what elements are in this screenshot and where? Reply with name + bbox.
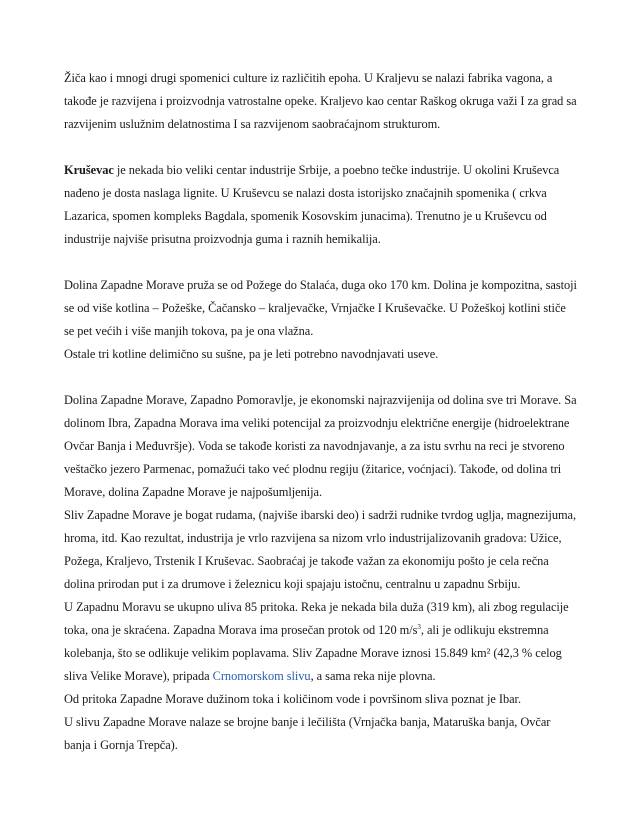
text-line: Od pritoka Zapadne Morave dužinom toka i količinom vode i površinom sliva poznat je Ibar. — [64, 692, 521, 706]
paragraph-pomoravlje — [64, 389, 594, 757]
text-line: se od više kotlina – Požeške, Čačansko – kraljevačke, Vrnjačke I Kruševačke. U Požeškoj kotlini stiče — [64, 301, 566, 315]
text-fragment: sliva Velike Morave), pripada — [64, 669, 213, 683]
text-line: nađeno je dosta naslaga lignite. U Kruševcu se nalazi dosta istorijsko značajnih spomenika ( crkva — [64, 186, 547, 200]
text-line: banja i Gornja Trepča). — [64, 738, 178, 752]
text-line: industrije najviše prisutna proizvodnja guma i raznih hemikalija. — [64, 232, 381, 246]
text-line: Ovčar Banja i Međuvršje). Voda se takođe koristi za navodnjavanje, a za istu svrhu na reci je stvoreno — [64, 439, 565, 453]
text-line — [64, 665, 594, 688]
text-line: hroma, itd. Kao rezultat, industrija je vrlo razvijena sa nizom vrlo industrijalizovanih gradova: Užice, — [64, 531, 562, 545]
text-line: kolebanja, što se odlikuje velikim poplavama. Sliv Zapadne Morave iznosi 15.849 km² (42,3 % celog — [64, 646, 562, 660]
text-line: U slivu Zapadne Morave nalaze se brojne banje i lečilišta (Vrnjačka banja, Mataruška banja, Ovčar — [64, 715, 551, 729]
text-fragment: toka, ona je skraćena. Zapadna Morava ima prosečan protok od 120 m/s — [64, 623, 418, 637]
paragraph-dolina — [64, 274, 594, 366]
crnomorski-sliv-link[interactable]: Crnomorskom slivu — [212, 669, 311, 683]
text-line: U Zapadnu Moravu se ukupno uliva 85 pritoka. Reka je nekada bila duža (319 km), ali zbog regulacije — [64, 600, 569, 614]
text-line — [64, 619, 594, 642]
text-line: Lazarica, spomen kompleks Bagdala, spomenik Kosovskim junacima). Trenutno je u Kruševcu od — [64, 209, 547, 223]
text-line: se pet većih i više manjih tokova, pa je ona vlažna. — [64, 324, 314, 338]
text-line: Dolina Zapadne Morave pruža se od Požege do Stalaća, duga oko 170 km. Dolina je kompozitna, sastoji — [64, 278, 577, 292]
text-line: takođe je razvijena i proizvodnja vatrostalne opeke. Kraljevo kao centar Raškog okruga važi I za grad sa — [64, 94, 577, 108]
text-line — [64, 159, 594, 182]
paragraph-krusevac — [64, 159, 594, 251]
text-line: dolina prirodan put i za drumove i železnicu koji spajaju istočnu, centralnu u zapadnu Srbiju. — [64, 577, 521, 591]
document-page — [64, 67, 594, 757]
text-line: Morave, dolina Zapadne Morave je najpošumljenija. — [64, 485, 323, 499]
superscript: 3 — [417, 623, 421, 631]
paragraph-kraljevo — [64, 67, 594, 136]
text-fragment: , a sama reka nije plovna. — [310, 669, 436, 683]
text-line: Sliv Zapadne Morave je bogat rudama, (najviše ibarski deo) i sadrži rudnike tvrdog uglja, magnezijuma, — [64, 508, 577, 522]
text-fragment: , ali je odlikuju ekstremna — [420, 623, 549, 637]
text-fragment: je nekada bio veliki centar industrije Srbije, a poebno tečke industrije. U okolini Kruševca — [113, 163, 560, 177]
text-line: Žiča kao i mnogi drugi spomenici culture iz različitih epoha. U Kraljevu se nalazi fabrika vagona, a — [64, 71, 553, 85]
bold-heading-word: Kruševac — [64, 163, 114, 177]
text-line: Požega, Kraljevo, Trstenik I Kruševac. Saobraćaj je takođe važan za ekonomiju pošto je cela rečna — [64, 554, 549, 568]
text-line: dolinom Ibra, Zapadna Morava ima veliki potencijal za proizvodnju električne energije (hidroelektrane — [64, 416, 570, 430]
text-line: Ostale tri kotline delimično su sušne, pa je leti potrebno navodnjavati useve. — [64, 347, 439, 361]
text-line: Dolina Zapadne Morave, Zapadno Pomoravlje, je ekonomski najrazvijenija od dolina sve tri Morave. Sa — [64, 393, 577, 407]
text-line: veštačko jezero Parmenac, pomažući tako već plodnu regiju (žitarice, voćnjaci). Takođe, od dolina tri — [64, 462, 562, 476]
text-line: razvijenim uslužnim delatnostima I sa razvijenom saobraćajnom strukturom. — [64, 117, 441, 131]
